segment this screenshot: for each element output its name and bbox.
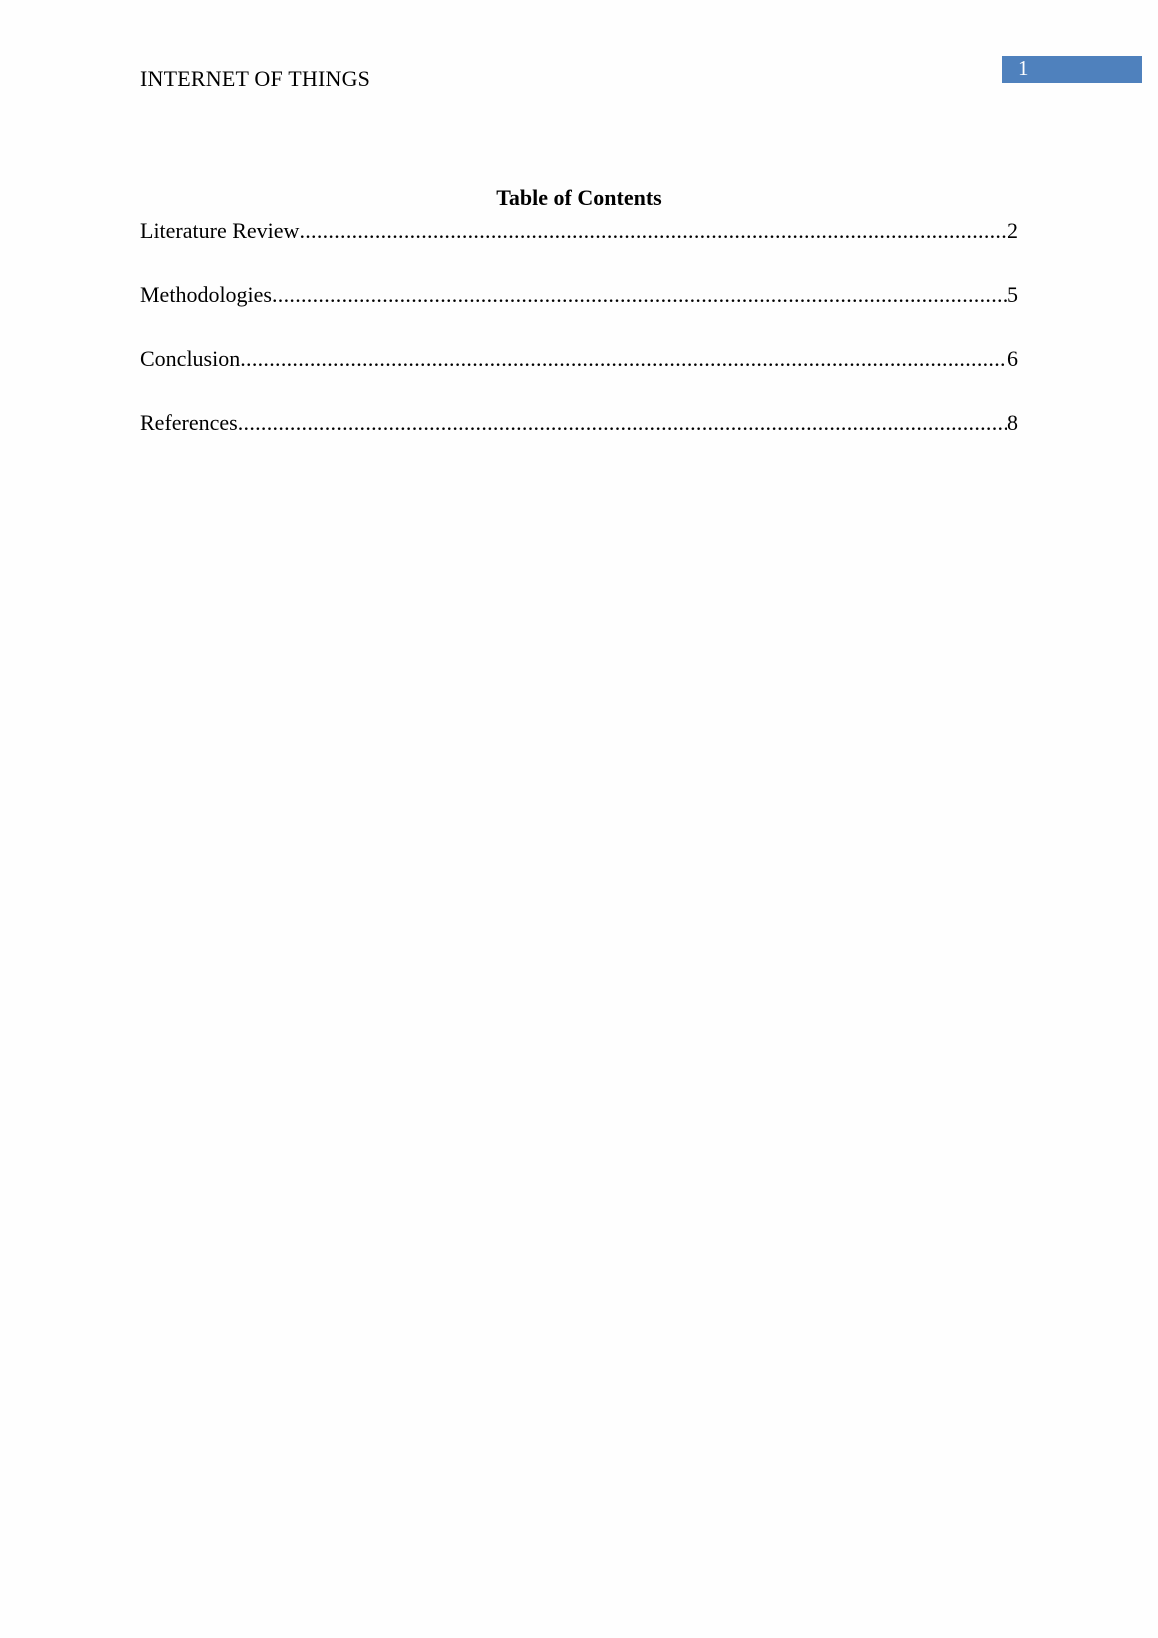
toc-title: Table of Contents [496, 185, 662, 210]
toc-entry-label: References [140, 410, 238, 435]
toc-entry-methodologies[interactable] [140, 282, 1018, 308]
toc-entry-conclusion[interactable] [140, 346, 1018, 372]
running-head: INTERNET OF THINGS [140, 66, 371, 91]
toc-entry-label: Conclusion [140, 346, 241, 371]
toc-entry-page: 8 [1007, 410, 1018, 435]
toc-entry-page: 5 [1007, 282, 1018, 307]
toc-dot-leader [299, 218, 1007, 244]
toc-dot-leader [238, 410, 1007, 436]
toc-dot-leader [272, 282, 1007, 308]
toc-list [140, 218, 1018, 474]
toc-entry-label: Literature Review [140, 218, 300, 243]
page-number: 1 [1018, 56, 1029, 80]
page-number-badge [1002, 56, 1142, 83]
toc-entry-page: 6 [1007, 346, 1018, 371]
toc-entry-label: Methodologies [140, 282, 272, 307]
toc-entry-page: 2 [1007, 218, 1018, 243]
toc-entry-literature-review[interactable] [140, 218, 1018, 244]
toc-dot-leader [240, 346, 1007, 372]
toc-entry-references[interactable] [140, 410, 1018, 436]
